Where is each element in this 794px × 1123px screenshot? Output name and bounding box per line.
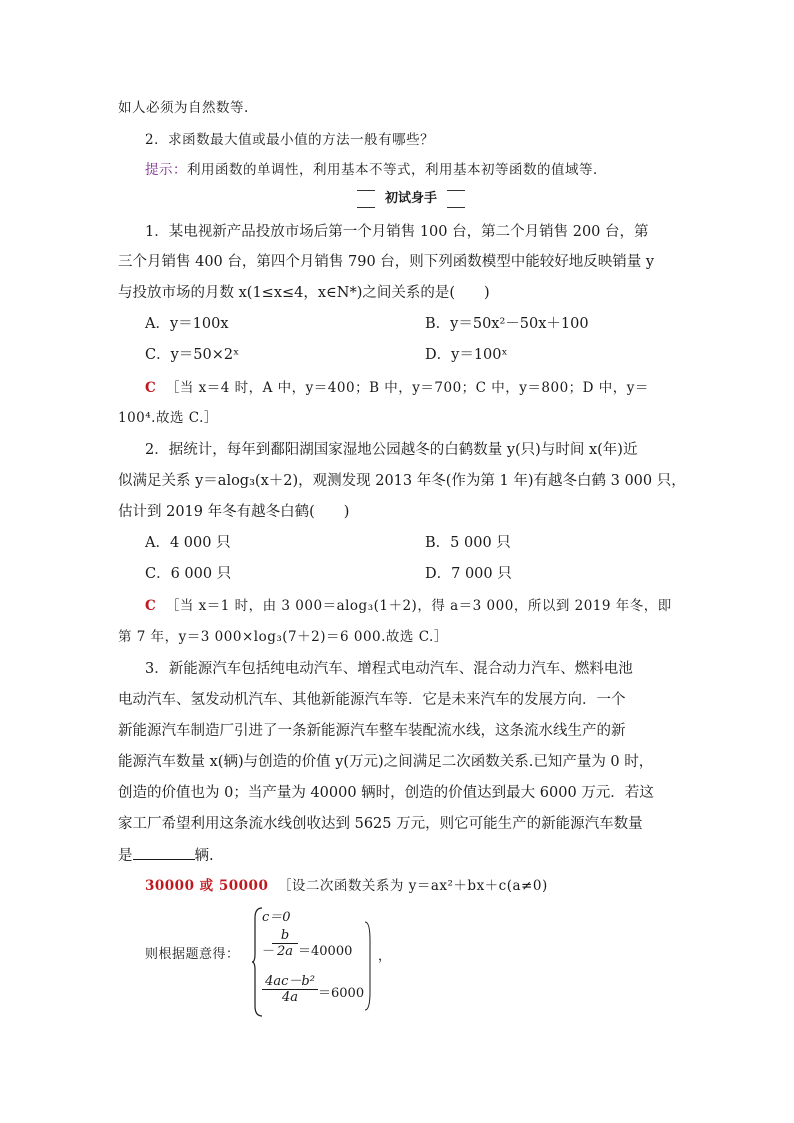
answer-1-cont: 100⁴.故选 C.］ bbox=[118, 410, 218, 426]
problem-3-line-4: 能源汽车数量 x(辆)与创造的价值 y(万元)之间满足二次函数关系.已知产量为 0 时， bbox=[118, 754, 654, 770]
problem-1-line-2: 三个月销售 400 台，第四个月销售 790 台，则下列函数模型中能较好地反映销量 y bbox=[118, 254, 655, 270]
problem-2-line-2: 似满足关系 y＝alog₃(x＋2)，观测发现 2013 年冬(作为第 1 年)有越冬白鹤 3 000 只， bbox=[118, 473, 686, 489]
section-banner bbox=[357, 190, 465, 208]
hint-line bbox=[145, 160, 705, 180]
option-a: A．y＝100x bbox=[145, 316, 229, 332]
answer-blank bbox=[133, 845, 195, 860]
answer-1 bbox=[145, 378, 705, 398]
system-intro: 则根据题意得： bbox=[145, 947, 240, 962]
equation-3-fraction: $\frac{\text{4ac－b²}}{4a}$ bbox=[262, 970, 318, 1005]
answer-key: C bbox=[145, 380, 157, 396]
problem-1-line-3: 与投放市场的月数 x(1≤x≤4，x∈N*)之间关系的是( ) bbox=[118, 285, 490, 301]
problem-3-line-7: 是 辆. bbox=[118, 845, 678, 866]
option-b: B．y＝50x²－50x＋100 bbox=[425, 316, 589, 332]
answer-key: C bbox=[145, 598, 157, 614]
equation-2-rhs: ＝40000 bbox=[298, 944, 353, 959]
system-end: ， bbox=[378, 949, 392, 964]
answer-explanation: ［当 x＝4 时，A 中，y＝400；B 中，y＝700；C 中，y＝800；D 中，y＝ bbox=[165, 380, 649, 396]
equation-1: c＝0 bbox=[262, 910, 291, 925]
answer-explanation: ［设二次函数关系为 y＝ax²＋bx＋c(a≠0) bbox=[277, 878, 548, 894]
hint-label: 提示： bbox=[145, 162, 187, 178]
problem-2-line-3: 估计到 2019 年冬有越冬白鹤( ) bbox=[118, 504, 350, 520]
answer-2 bbox=[145, 596, 705, 616]
option-a: A．4 000 只 bbox=[145, 535, 231, 551]
problem-3-line-5: 创造的价值也为 0；当产量为 40000 辆时，创造的价值达到最大 6000 万元．若这 bbox=[118, 785, 654, 801]
question-2: 2．求函数最大值或最小值的方法一般有哪些？ bbox=[145, 132, 435, 148]
problem-3-line-6: 家工厂希望利用这条流水线创收达到 5625 万元，则它可能生产的新能源汽车数量 bbox=[118, 816, 643, 832]
equation-2-sign: － bbox=[262, 944, 276, 959]
answer-key: 30000 或 50000 bbox=[145, 878, 269, 894]
option-c: C．6 000 只 bbox=[145, 566, 232, 582]
problem-2-line-1: 2．据统计，每年到鄱阳湖国家湿地公园越冬的白鹤数量 y(只)与时间 x(年)近 bbox=[145, 442, 638, 458]
answer-3 bbox=[145, 876, 705, 896]
answer-explanation: ［当 x＝1 时，由 3 000＝alog₃(1＋2)，得 a＝3 000，所以到 2019 年冬，即 bbox=[165, 598, 672, 614]
option-d: D．7 000 只 bbox=[425, 566, 512, 582]
option-b: B．5 000 只 bbox=[425, 535, 511, 551]
equation-3-rhs: ＝6000 bbox=[318, 986, 365, 1001]
problem-3-line-2: 电动汽车、氢发动机汽车、其他新能源汽车等．它是未来汽车的发展方向．一个 bbox=[118, 692, 626, 708]
text-line: 如人必须为自然数等. bbox=[118, 100, 249, 116]
equation-2-fraction: $\frac{b}{2a}$ bbox=[272, 928, 298, 959]
banner-label: 初试身手 bbox=[375, 190, 447, 208]
right-bracket-icon bbox=[364, 920, 372, 1012]
option-c: C．y＝50×2ˣ bbox=[145, 347, 240, 363]
option-d: D．y＝100ˣ bbox=[425, 347, 508, 363]
answer-2-cont: 第 7 年，y＝3 000×log₃(7＋2)＝6 000.故选 C.］ bbox=[118, 629, 448, 645]
problem-3-line-1: 3．新能源汽车包括纯电动汽车、增程式电动汽车、混合动力汽车、燃料电池 bbox=[145, 661, 633, 677]
problem-3-line-3: 新能源汽车制造厂引进了一条新能源汽车整车装配流水线，这条流水线生产的新 bbox=[118, 723, 626, 739]
problem-1-line-1: 1．某电视新产品投放市场后第一个月销售 100 台，第二个月销售 200 台，第 bbox=[145, 224, 649, 240]
hint-text: 利用函数的单调性，利用基本不等式，利用基本初等函数的值域等． bbox=[187, 162, 607, 178]
